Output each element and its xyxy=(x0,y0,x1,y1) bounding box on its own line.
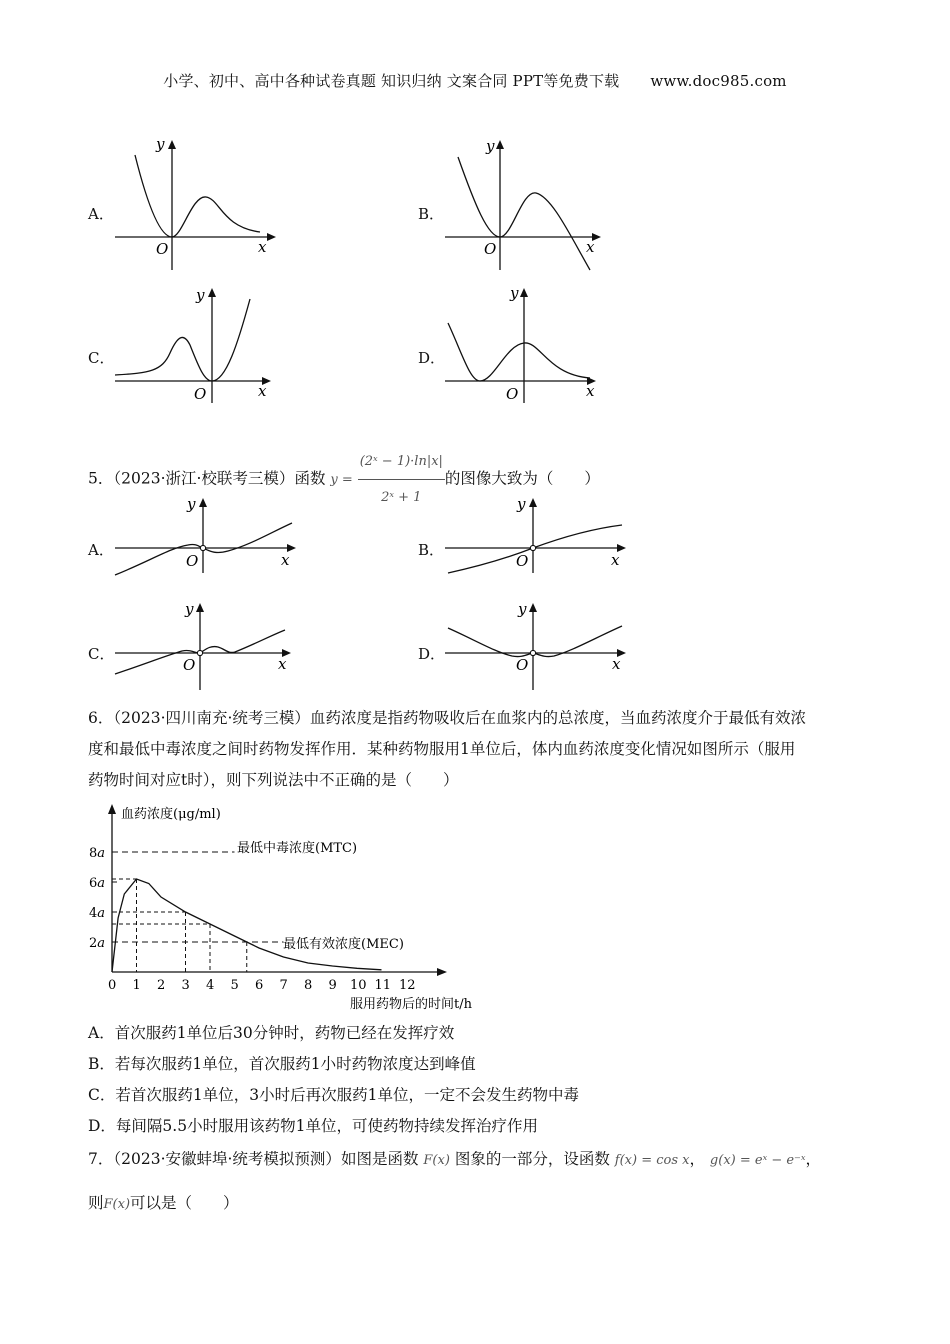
q4c-x-label: x xyxy=(258,382,267,400)
page-header xyxy=(0,70,950,91)
q5b-x-label: x xyxy=(611,551,620,569)
q4b-x-label: x xyxy=(586,238,595,256)
q7-line1 xyxy=(88,1144,821,1176)
q6-option-b: B．若每次服药1单位，首次服药1小时药物浓度达到峰值 xyxy=(88,1055,476,1073)
chart-xlabel: 服用药物后的时间t/h xyxy=(350,997,472,1012)
q5a-x-label: x xyxy=(281,551,290,569)
q7-line2 xyxy=(88,1188,239,1220)
q7-number: 7． xyxy=(88,1150,114,1168)
x-tick-label: 2 xyxy=(157,978,166,993)
q6-option-a: A．首次服药1单位后30分钟时，药物已经在发挥疗效 xyxy=(88,1024,455,1042)
y-tick-label: 6a xyxy=(89,876,106,891)
q4-option-a-label: A． xyxy=(88,205,114,223)
q7-source: （2023·安徽蚌埠·统考模拟预测） xyxy=(113,1150,341,1168)
q4-option-c-label: C． xyxy=(88,349,115,367)
q6-line1: 血药浓度是指药物吸收后在血浆内的总浓度，当血药浓度介于最低有效浓 xyxy=(309,709,806,727)
q5a-y-label: y xyxy=(187,495,196,513)
q5-number: 5． xyxy=(88,469,114,488)
q5-graph-a xyxy=(110,493,300,573)
q5-graph-c xyxy=(110,598,300,693)
q6-option-d: D．每间隔5.5小时服用该药物1单位，可使药物持续发挥治疗作用 xyxy=(88,1117,538,1135)
q5-prefix: 函数 xyxy=(294,469,326,488)
q4b-y-label: y xyxy=(486,137,495,155)
q4d-y-label: y xyxy=(510,284,519,302)
q6-source: （2023·四川南充·统考三模） xyxy=(113,709,310,727)
q7-Fx: F(x) xyxy=(423,1153,450,1168)
q4-option-b-label: B． xyxy=(418,205,445,223)
q7-line2-pre: 则 xyxy=(88,1194,104,1212)
q4-graph-d xyxy=(440,283,610,403)
q6-option-c: C．若首次服药1单位，3小时后再次服药1单位，一定不会发生药物中毒 xyxy=(88,1086,579,1104)
q5b-y-label: y xyxy=(517,495,526,513)
q7-fx: f(x) = cos x xyxy=(614,1153,690,1168)
x-tick-label: 3 xyxy=(181,978,190,993)
q7-comma: ， xyxy=(805,1150,822,1168)
q6-number: 6． xyxy=(88,709,114,727)
chart-mtc-label: 最低中毒浓度(MTC) xyxy=(237,841,358,856)
chart-ylabel: 血药浓度(μg/ml) xyxy=(121,807,221,822)
x-tick-label: 5 xyxy=(230,978,239,993)
q5d-y-label: y xyxy=(518,600,527,618)
q5-option-d-label: D． xyxy=(418,645,446,663)
q4d-origin-label: O xyxy=(506,385,519,403)
y-tick-label: 8a xyxy=(89,846,106,861)
q7-Fx-2: F(x) xyxy=(103,1197,131,1212)
q4a-y-label: y xyxy=(156,135,165,153)
q4d-x-label: x xyxy=(586,382,595,400)
x-tick-label: 10 xyxy=(350,978,367,993)
x-tick-label: 7 xyxy=(279,978,288,993)
q4-graph-b xyxy=(440,135,610,275)
q5c-origin-label: O xyxy=(183,656,196,674)
q5d-origin-label: O xyxy=(516,656,529,674)
q6-line2: 度和最低中毒浓度之间时药物发挥作用．某种药物服用1单位后，体内血药浓度变化情况如图所示（服用 xyxy=(88,740,796,758)
q7-sep: ， xyxy=(689,1150,705,1168)
q6-question xyxy=(88,703,878,796)
q4-graph-c xyxy=(110,283,280,403)
header-site: www.doc985.com xyxy=(650,72,787,90)
q5-func-num: (2ˣ − 1)·ln|x| xyxy=(358,446,445,480)
q4a-x-label: x xyxy=(258,238,267,256)
q5-suffix: 的图像大致为（ ） xyxy=(444,469,600,488)
blood-concentration-chart xyxy=(85,800,505,1015)
q7-text2: 图象的一部分，设函数 xyxy=(454,1150,610,1168)
q7-gx: g(x) = eˣ − e⁻ˣ xyxy=(709,1153,806,1168)
x-tick-label: 6 xyxy=(255,978,264,993)
x-tick-label: 11 xyxy=(374,978,392,993)
x-tick-label: 1 xyxy=(132,978,141,993)
x-tick-label: 8 xyxy=(304,978,313,993)
q4-option-d-label: D． xyxy=(418,349,446,367)
x-tick-label: 9 xyxy=(328,978,337,993)
q4-graph-a xyxy=(110,135,280,275)
q5-source: （2023·浙江·校联考三模） xyxy=(113,469,295,488)
y-tick-label: 4a xyxy=(89,906,106,921)
q5b-origin-label: O xyxy=(516,552,529,570)
q5-graph-d xyxy=(440,598,630,693)
header-text: 小学、初中、高中各种试卷真题 知识归纳 文案合同 PPT等免费下载 xyxy=(163,72,620,90)
q4c-origin-label: O xyxy=(194,385,207,403)
q5-fraction xyxy=(358,446,445,513)
q7-line2-post: 可以是（ ） xyxy=(130,1194,239,1212)
x-tick-label: 12 xyxy=(399,978,416,993)
q4a-origin-label: O xyxy=(156,240,169,258)
q5c-x-label: x xyxy=(278,655,287,673)
q5-func-lhs: y = xyxy=(330,472,353,488)
q5-option-a-label: A． xyxy=(88,541,114,559)
q5d-x-label: x xyxy=(612,655,621,673)
q6-line3: 药物时间对应t时），则下列说法中不正确的是（ ） xyxy=(88,771,459,789)
chart-mec-label: 最低有效浓度(MEC) xyxy=(283,937,404,952)
q5a-origin-label: O xyxy=(186,552,199,570)
x-tick-label: 4 xyxy=(206,978,215,993)
x-tick-label: 0 xyxy=(108,978,117,993)
q5-option-b-label: B． xyxy=(418,541,445,559)
q4c-y-label: y xyxy=(196,286,205,304)
q5-option-c-label: C． xyxy=(88,645,115,663)
q4b-origin-label: O xyxy=(484,240,497,258)
q5c-y-label: y xyxy=(185,600,194,618)
q5-graph-b xyxy=(440,493,630,573)
y-tick-label: 2a xyxy=(89,936,106,951)
q5-func-den: 2ˣ + 1 xyxy=(381,490,422,505)
q7-text1: 如图是函数 xyxy=(340,1150,419,1168)
